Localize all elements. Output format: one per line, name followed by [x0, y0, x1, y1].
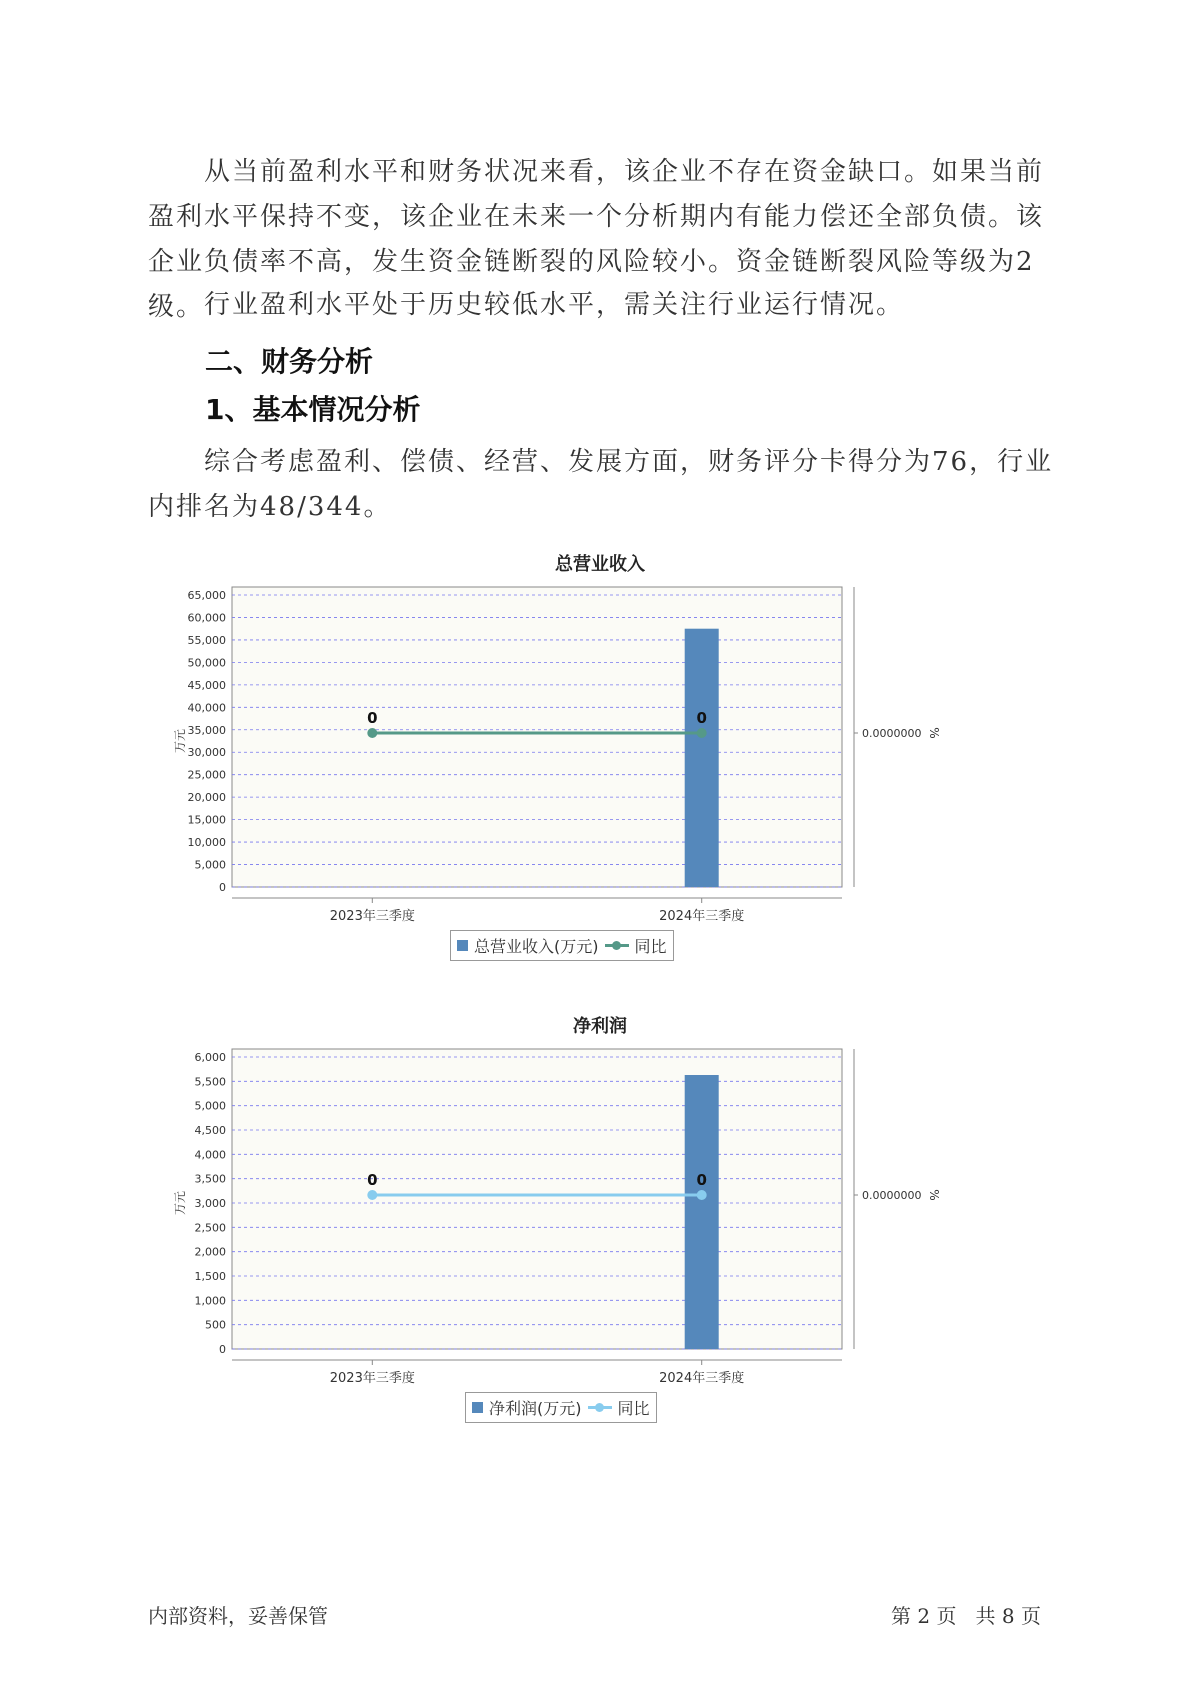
y-tick-label: 65,000	[187, 589, 226, 602]
industry-paragraph: 行业盈利水平处于历史较低水平，需关注行业运行情况。	[204, 290, 905, 320]
legend-bar-label: 净利润(万元)	[489, 1399, 582, 1418]
y-tick-label: 25,000	[187, 768, 226, 782]
y-tick-label: 45,000	[187, 678, 226, 692]
y-tick-label: 3,000	[194, 1197, 226, 1210]
bar	[685, 1075, 719, 1349]
legend-bar-swatch	[457, 940, 468, 951]
chart-title: 净利润	[573, 1016, 627, 1037]
net-profit-chart-svg	[170, 1042, 1030, 1422]
section-heading: 二、财务分析	[205, 345, 374, 378]
y-tick-label: 3,500	[194, 1172, 226, 1186]
y-tick-label: 5,000	[194, 1099, 226, 1113]
legend-line-label: 同比	[634, 937, 667, 956]
y-tick-label: 15,000	[187, 813, 226, 827]
yoy-data-label: 0	[367, 709, 378, 727]
x-tick-label: 2023年三季度	[329, 909, 415, 924]
y-tick-label: 20,000	[187, 791, 226, 805]
x-tick-label: 2024年三季度	[659, 909, 745, 924]
x-tick-label: 2024年三季度	[659, 1371, 745, 1386]
y-tick-label: 60,000	[187, 611, 226, 625]
y-tick-label: 35,000	[187, 723, 226, 737]
legend-line-swatch	[588, 1402, 612, 1413]
legend-line-label: 同比	[617, 1399, 650, 1418]
y-tick-label: 1,500	[194, 1270, 226, 1283]
right-axis-label: %	[927, 1189, 941, 1201]
y-axis-label: 万元	[173, 728, 187, 754]
y-tick-label: 2,500	[194, 1221, 226, 1235]
y-tick-label: 500	[205, 1318, 226, 1332]
yoy-point	[367, 1190, 377, 1200]
revenue-chart	[170, 550, 1030, 970]
y-tick-label: 4,500	[194, 1124, 226, 1137]
net-profit-chart	[170, 1012, 1030, 1432]
legend-bar-label: 总营业收入(万元)	[474, 937, 599, 956]
y-tick-label: 0	[219, 881, 226, 894]
y-tick-label: 2,000	[194, 1245, 226, 1259]
right-axis-tick-label: 0.0000000	[862, 1189, 922, 1202]
y-tick-label: 30,000	[187, 746, 226, 760]
plot-area	[232, 1049, 842, 1349]
y-tick-label: 0	[219, 1343, 226, 1356]
y-tick-label: 6,000	[194, 1051, 226, 1064]
y-tick-label: 1,000	[194, 1294, 226, 1308]
subsection-heading: 1、基本情况分析	[205, 393, 421, 426]
chart-legend	[465, 1392, 657, 1423]
chart-title: 总营业收入	[555, 554, 645, 575]
right-axis-tick-label: 0.0000000	[862, 727, 922, 740]
summary-paragraph: 从当前盈利水平和财务状况来看，该企业不存在资金缺口。如果当前盈利水平保持不变，该企业在未来一个分析期内有能力偿还全部负债。该企业负债率不高，发生资金链断裂的风险较小。资金链断裂风险等级为2级。	[148, 157, 1045, 322]
score-paragraph: 综合考虑盈利、偿债、经营、发展方面，财务评分卡得分为76，行业内排名为48/344。	[148, 447, 1054, 522]
y-axis-label: 万元	[173, 1190, 187, 1216]
footer-page-number: 第 2 页 共 8 页	[891, 1604, 1041, 1628]
y-tick-label: 10,000	[187, 836, 226, 850]
yoy-point	[697, 1190, 707, 1200]
yoy-data-label: 0	[696, 709, 707, 727]
x-tick-label: 2023年三季度	[329, 1371, 415, 1386]
legend-line-swatch	[605, 940, 629, 951]
y-tick-label: 50,000	[187, 656, 226, 670]
yoy-point	[367, 728, 377, 738]
y-tick-label: 40,000	[187, 701, 226, 715]
footer-confidential: 内部资料，妥善保管	[148, 1604, 328, 1628]
y-tick-label: 55,000	[187, 633, 226, 647]
yoy-data-label: 0	[696, 1171, 707, 1189]
legend-bar-swatch	[472, 1402, 483, 1413]
y-tick-label: 4,000	[194, 1148, 226, 1162]
y-tick-label: 5,000	[194, 858, 226, 872]
yoy-point	[697, 728, 707, 738]
y-tick-label: 5,500	[194, 1075, 226, 1089]
right-axis-label: %	[927, 727, 941, 739]
yoy-data-label: 0	[367, 1171, 378, 1189]
bar	[685, 629, 719, 887]
revenue-chart-svg	[170, 580, 1030, 960]
chart-legend	[450, 930, 674, 961]
